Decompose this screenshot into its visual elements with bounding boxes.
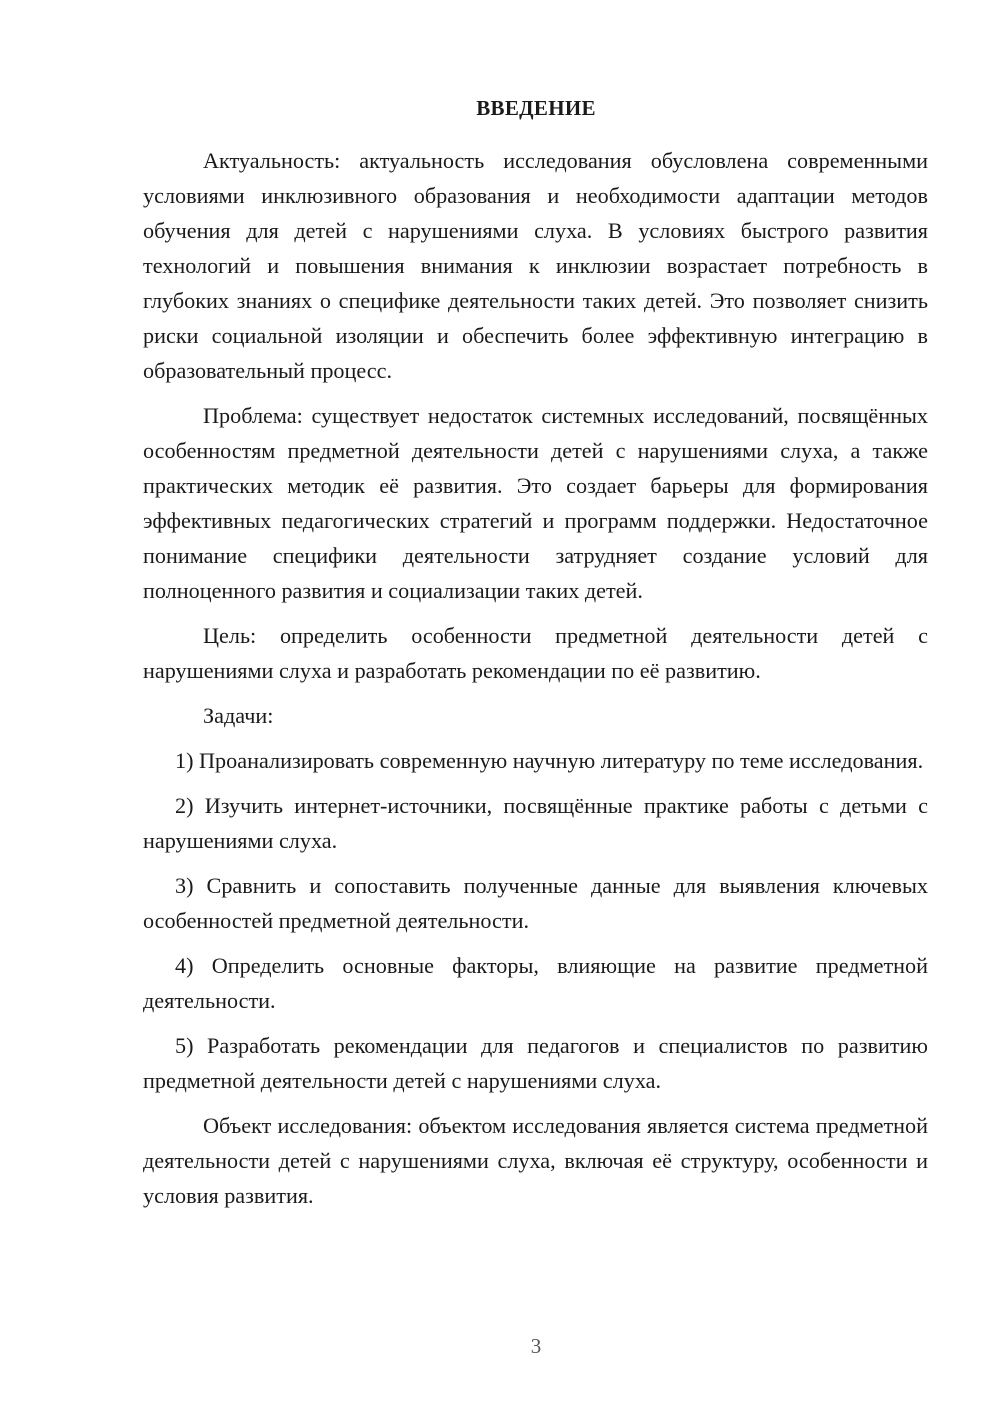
section-body — [143, 143, 928, 1223]
task-item-4: 4) Определить основные факторы, влияющие на развитие предметной деятельности. — [143, 953, 928, 1013]
goal-paragraph: Цель: определить особенности предметной деятельности детей с нарушениями слуха и разработать рекомендации по её развитию. — [143, 623, 928, 683]
section-title: ВВЕДЕНИЕ — [476, 96, 596, 120]
task-item-5: 5) Разработать рекомендации для педагогов и специалистов по развитию предметной деятельности детей с нарушениями слуха. — [143, 1033, 928, 1093]
relevance-paragraph: Актуальность: актуальность исследования обусловлена современными условиями инклюзивного образования и необходимости адаптации методов обучения для детей с нарушениями слуха. В условиях быстрого развития технологий и повышения внимания к инклюзии возрастает потребность в глубоких знаниях о специфике деятельности таких детей. Это позволяет снизить риски социальной изоляции и обеспечить более эффективную интеграцию в образовательный процесс. — [143, 148, 928, 383]
task-item-1: 1) Проанализировать современную научную литературу по теме исследования. — [175, 748, 924, 773]
problem-paragraph: Проблема: существует недостаток системных исследований, посвящённых особенностям предметной деятельности детей с нарушениями слуха, а также практических методик её развития. Это создает барьеры для формирования эффективных педагогических стратегий и программ поддержки. Недостаточное понимание специфики деятельности затрудняет создание условий для полноценного развития и социализации таких детей. — [143, 403, 928, 603]
object-paragraph: Объект исследования: объектом исследования является система предметной деятельности детей с нарушениями слуха, включая её структуру, особенности и условия развития. — [143, 1113, 928, 1208]
page-number: 3 — [530, 1334, 542, 1358]
task-item-2: 2) Изучить интернет-источники, посвящённые практике работы с детьми с нарушениями слуха. — [143, 793, 928, 853]
tasks-heading: Задачи: — [203, 703, 274, 728]
task-item-3: 3) Сравнить и сопоставить полученные данные для выявления ключевых особенностей предметной деятельности. — [143, 873, 928, 933]
